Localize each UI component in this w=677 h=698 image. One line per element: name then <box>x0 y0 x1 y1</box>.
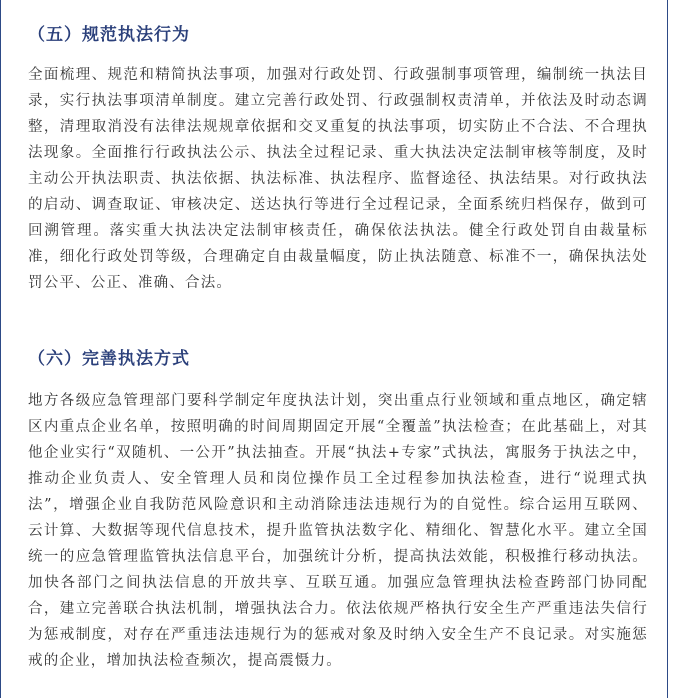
section-6-heading: （六）完善执法方式 <box>28 349 190 369</box>
section-5-paragraph: 全面梳理、规范和精简执法事项，加强对行政处罚、行政强制事项管理，编制统一执法目录，实行执法事项清单制度。建立完善行政处罚、行政强制权责清单，并依法及时动态调整，清理取消没有法律法规规章依据和交叉重复的执法事项，切实防止不合法、不合理执法现象。全面推行行政执法公示、执法全过程记录、重大执法决定法制审核等制度，及时主动公开执法职责、执法依据、执法标准、执法程序、监督途径、执法结果。对行政执法的启动、调查取证、审核决定、送达执行等进行全过程记录，全面系统归档保存，做到可回溯管理。落实重大执法决定法制审核责任，确保依法执法。健全行政处罚自由裁量标准，细化行政处罚等级，合理确定自由裁量幅度，防止执法随意、标准不一，确保执法处罚公平、公正、准确、合法。 <box>28 67 648 291</box>
section-5-heading: （五）规范执法行为 <box>28 25 190 45</box>
section-6-paragraph: 地方各级应急管理部门要科学制定年度执法计划，突出重点行业领域和重点地区，确定辖区内重点企业名单，按照明确的时间周期固定开展“全覆盖”执法检查；在此基础上，对其他企业实行“双随机、一公开”执法抽查。开展“执法+专家”式执法，寓服务于执法之中，推动企业负责人、安全管理人员和岗位操作员工全过程参加执法检查，进行“说理式执法”，增强企业自我防范风险意识和主动消除违法违规行为的自觉性。综合运用互联网、云计算、大数据等现代信息技术，提升监管执法数字化、精细化、智慧化水平。建立全国统一的应急管理监管执法信息平台，加强统计分析，提高执法效能，积极推行移动执法。加快各部门之间执法信息的开放共享、互联互通。加强应急管理执法检查跨部门协同配合，建立完善联合执法机制，增强执法合力。依法依规严格执行安全生产严重违法失信行为惩戒制度，对存在严重违法违规行为的惩戒对象及时纳入安全生产不良记录。对实施惩戒的企业，增加执法检查频次，提高震慑力。 <box>28 393 648 669</box>
